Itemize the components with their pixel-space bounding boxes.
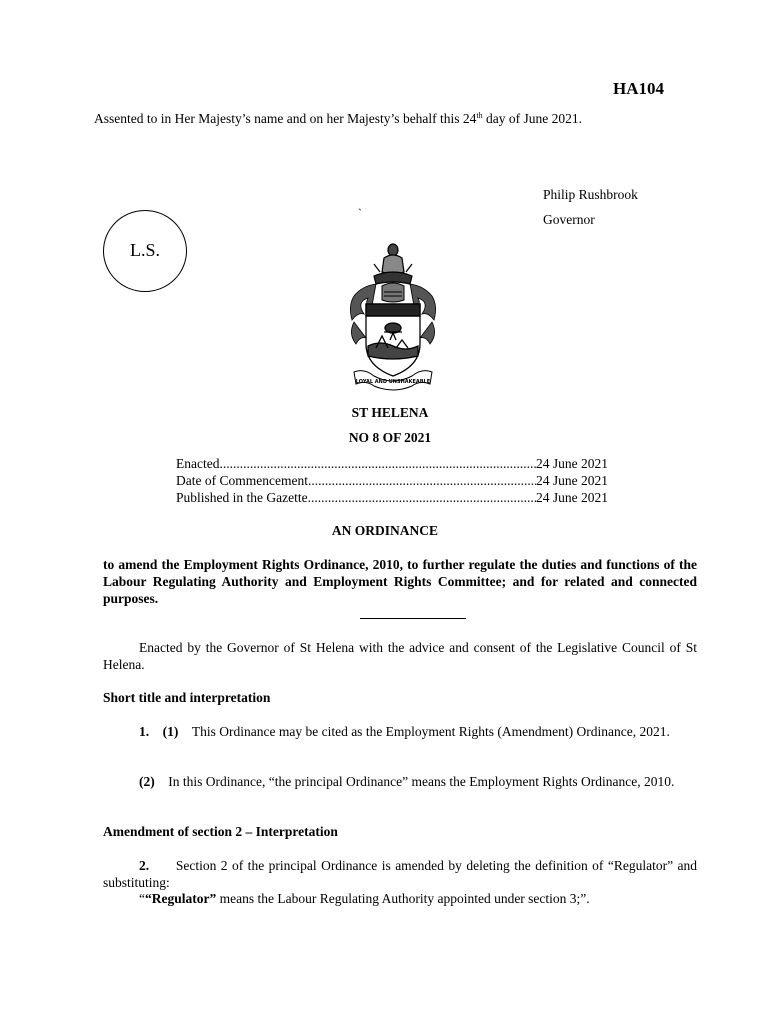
ordinance-heading: AN ORDINANCE (331, 523, 439, 538)
subsection-text: In this Ordinance, “the principal Ordinance” means the Employment Rights Ordinance, 2010. (168, 774, 675, 789)
date-value: 24 June 2021 (536, 473, 608, 488)
assent-text-before: Assented to in Her Majesty’s name and on her Majesty’s behalf this 24 (94, 111, 477, 126)
coat-of-arms-emblem (344, 240, 442, 392)
crest-motto: LOYAL AND UNSHAKEABLE (355, 379, 431, 385)
assent-line (94, 111, 582, 127)
date-value: 24 June 2021 (536, 456, 608, 471)
backtick-mark: ` (358, 206, 362, 220)
divider-line (360, 618, 466, 619)
section-number: 2. (139, 858, 150, 873)
ordinance-number: NO 8 OF 2021 (348, 430, 432, 445)
long-title: to amend the Employment Rights Ordinance, 2010, to further regulate the duties and functions of the Labour Regulating Authority and Employment Rights Committee; and for related and connected purposes. (103, 557, 697, 606)
signatory-name: Philip Rushbrook (543, 187, 638, 202)
section-2-heading: Amendment of section 2 – Interpretation (103, 824, 338, 839)
date-label: Published in the Gazette (176, 490, 308, 505)
subsection-number: (1) (162, 724, 179, 739)
territory-heading: ST HELENA (351, 405, 429, 420)
section-1-subsection-1 (103, 723, 697, 740)
section-1-heading: Short title and interpretation (103, 690, 271, 705)
enacting-clause (103, 639, 697, 673)
seal-circle (103, 210, 187, 292)
document-reference: HA104 (613, 79, 664, 98)
enacting-text: Enacted by the Governor of St Helena with the advice and consent of the Legislative Council of St Helena. (103, 640, 697, 672)
date-row-published (176, 489, 608, 506)
subsection-text: This Ordinance may be cited as the Employment Rights (Amendment) Ordinance, 2021. (191, 724, 670, 739)
seal-label: L.S. (129, 240, 160, 260)
date-value: 24 June 2021 (536, 490, 608, 505)
defined-term: “Regulator” (145, 891, 217, 906)
assent-superscript: th (476, 111, 483, 120)
subsection-number: (2) (139, 774, 155, 789)
section-1-subsection-2 (103, 773, 697, 790)
date-row-commencement (176, 472, 608, 489)
definition-text: means the Labour Regulating Authority appointed under section 3;”. (216, 891, 590, 906)
section-number: 1. (139, 724, 150, 739)
assent-text-after: day of June 2021. (482, 111, 583, 126)
date-label: Enacted (176, 456, 220, 471)
section-2-body (103, 857, 697, 891)
signatory-title: Governor (543, 212, 595, 227)
section-text: Section 2 of the principal Ordinance is amended by deleting the definition of “Regulator” and substituting: (103, 858, 698, 890)
quote-open: “ (139, 891, 145, 906)
date-row-enacted (176, 455, 608, 472)
dates-table (176, 455, 608, 506)
definition-line (139, 891, 590, 907)
date-label: Date of Commencement (176, 473, 308, 488)
